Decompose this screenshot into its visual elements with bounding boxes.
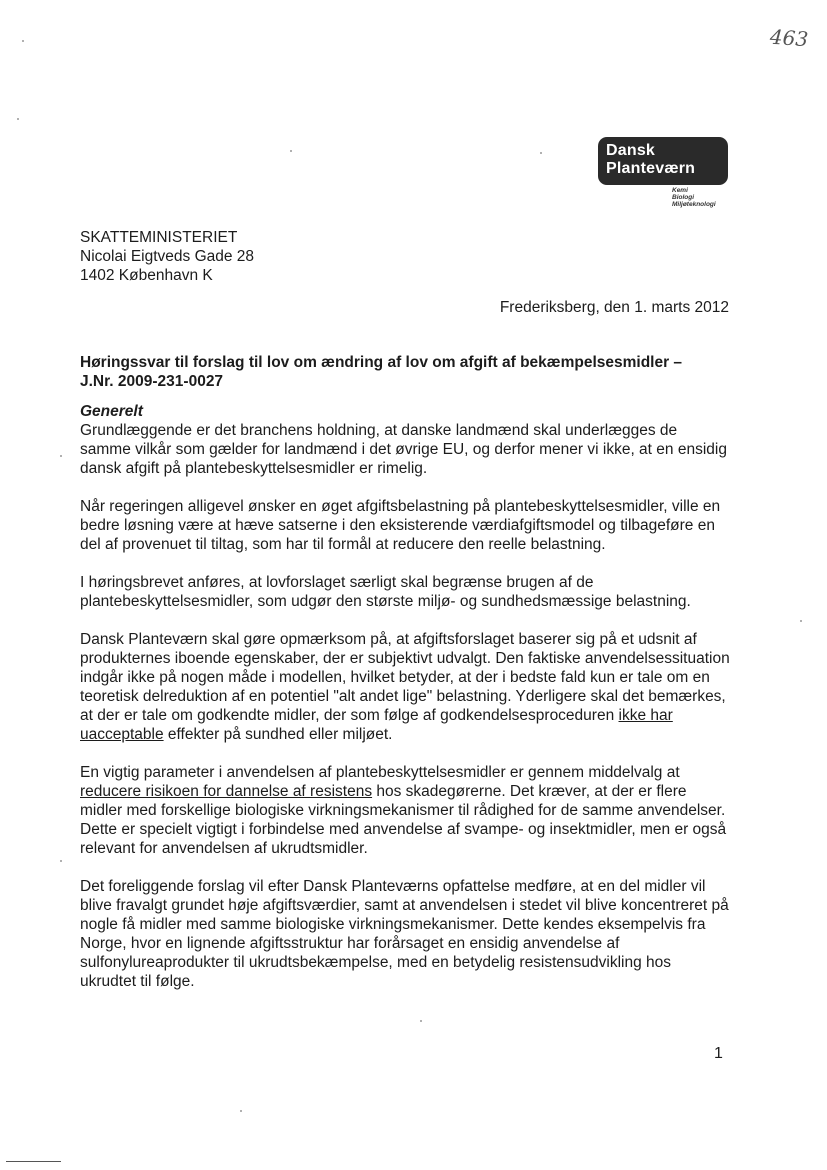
recipient-name: SKATTEMINISTERIET bbox=[80, 229, 238, 246]
logo-subtitle bbox=[672, 187, 732, 208]
paragraph-2: Når regeringen alligevel ønsker en øget afgiftsbelastning på plantebeskyttelsesmidler, ville en bedre løsning være at hæve satserne i den eksisterende værdiafgiftsmodel og tilbageføre en del af provenuet til tiltag, som har til formål at reducere den reelle belastning. bbox=[80, 498, 721, 553]
date-line: Frederiksberg, den 1. marts 2012 bbox=[499, 299, 729, 316]
scan-edge-line bbox=[6, 1161, 61, 1162]
scan-speck bbox=[22, 40, 24, 42]
paragraph-1: Grundlæggende er det branchens holdning, at danske landmænd skal underlægges de samme vilkår som gælder for landmænd i det øvrige EU, og derfor mener vi ikke, at en ensidig dansk afgift på plantebeskyttelsesmidler er rimelig. bbox=[80, 422, 727, 477]
paragraph-4-text-a: Dansk Planteværn skal gøre opmærksom på, at afgiftsforslaget baserer sig på et udsnit af produkternes iboende egenskaber, der er subjektivt udvalgt. Den faktiske anvendelsessituation indgår ikke på nogen måde i modellen, hvilket betyder, at der i bedste fald kun er tale om en teoretisk delreduktion af en potentiel "alt andet lige" belastning. Yderligere skal det bemærkes, at der er tale om godkendte midler, der som følge af godkendelsesproceduren bbox=[80, 631, 730, 724]
scan-speck bbox=[540, 152, 542, 154]
logo-line-2: Planteværn bbox=[606, 160, 696, 177]
paragraph-4 bbox=[80, 630, 730, 744]
scan-speck bbox=[290, 150, 292, 152]
scan-speck bbox=[420, 1020, 422, 1022]
recipient-city: 1402 København K bbox=[80, 267, 213, 284]
paragraph-4-text-b: effekter på sundhed eller miljøet. bbox=[163, 726, 393, 743]
dansk-plantevaern-logo bbox=[598, 137, 728, 185]
subject-heading bbox=[80, 353, 730, 391]
paragraph-5-underlined: reducere risikoen for dannelse af resistens bbox=[80, 783, 373, 800]
scan-speck bbox=[60, 455, 62, 457]
recipient-street: Nicolai Eigtveds Gade 28 bbox=[80, 248, 255, 265]
section-heading: Generelt bbox=[80, 403, 143, 420]
paragraph-3: I høringsbrevet anføres, at lovforslaget særligt skal begrænse brugen af de plantebeskyttelsesmidler, som udgør den største miljø- og sundhedsmæssige belastning. bbox=[80, 574, 691, 610]
subject-line-1: Høringssvar til forslag til lov om ændring af lov om afgift af bekæmpelsesmidler – bbox=[80, 354, 683, 371]
paragraph-5 bbox=[80, 763, 730, 858]
logo-sub-line: Miljøteknologi bbox=[672, 201, 716, 208]
page-number: 1 bbox=[714, 1045, 723, 1062]
scan-speck bbox=[17, 118, 19, 120]
scan-speck bbox=[240, 1110, 242, 1112]
paragraph-6: Det foreliggende forslag vil efter Dansk Planteværns opfattelse medføre, at en del midler vil blive fravalgt grundet høje afgiftsværdier, samt at anvendelsen i stedet vil blive koncentreret på nogle få midler med samme biologiske virkningsmekanismer. Dette kendes eksempelvis fra Norge, hvor en lignende afgiftsstruktur har forårsaget en ensidig anvendelse af sulfonylureaprodukter til ukrudtsbekæmpelse, med en betydelig resistensudvikling hos ukrudtet til følge. bbox=[80, 878, 729, 990]
logo-sub-line: Kemi bbox=[672, 187, 688, 194]
paragraph-5-text-a: En vigtig parameter i anvendelsen af plantebeskyttelsesmidler er gennem middelvalg at bbox=[80, 764, 680, 781]
scan-speck bbox=[800, 620, 802, 622]
handwritten-page-note: 463 bbox=[769, 24, 809, 52]
paragraph-4-underlined: ikke har uacceptable bbox=[80, 707, 673, 743]
recipient-address bbox=[80, 228, 254, 285]
paragraph-5-text-b: hos skadegørerne. Det kræver, at der er flere midler med forskellige biologiske virkningsmekanismer til rådighed for de samme anvendelser. Dette er specielt vigtigt i forbindelse med anvendelse af svampe- og insektmidler, men er også relevant for anvendelsen af ukrudtsmidler. bbox=[80, 783, 727, 857]
scan-speck bbox=[60, 860, 62, 862]
subject-line-2: J.Nr. 2009-231-0027 bbox=[80, 373, 224, 390]
letter-body bbox=[80, 402, 730, 1010]
logo-sub-line: Biologi bbox=[672, 194, 695, 201]
logo-line-1: Dansk bbox=[606, 142, 656, 159]
